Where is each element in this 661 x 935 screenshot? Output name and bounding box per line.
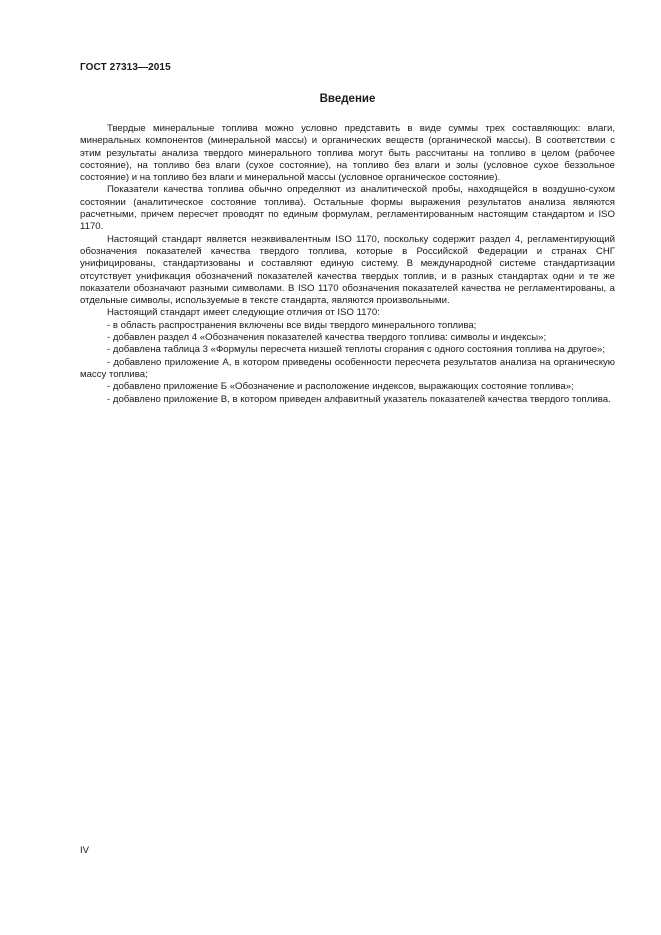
paragraph-1: Твердые минеральные топлива можно условно представить в виде суммы трех составляющих: влаги, минеральных компонентов (минеральной массы) и органических веществ (органической массы). В соответствии с этим результаты анализа твердого минерального топлива могут быть рассчитаны на топливо в целом (рабочее состояние), на топливо без влаги (сухое состояние), на топливо без влаги и золы (условное сухое беззольное состояние) и на топливо без влаги и минеральной массы (условное органическое состояние). bbox=[80, 123, 615, 184]
list-item-4: - добавлено приложение А, в котором приведены особенности пересчета результатов анализа на органическую массу топлива; bbox=[80, 356, 615, 380]
paragraph-2: Показатели качества топлива обычно определяют из аналитической пробы, находящейся в воздушно-сухом состоянии (аналитическое состояние топлива). Остальные формы выражения результатов анализа являются расчетными, причем пересчет проводят по единым формулам, регламентированным настоящим стандартом и ISO 1170. bbox=[80, 184, 615, 233]
list-item-6: - добавлено приложение В, в котором приведен алфавитный указатель показателей качества твердого топлива. bbox=[107, 393, 611, 405]
list-item-5: - добавлено приложение Б «Обозначение и расположение индексов, выражающих состояние топлива»; bbox=[107, 381, 574, 393]
paragraph-4: Настоящий стандарт имеет следующие отличия от ISO 1170: bbox=[107, 307, 380, 319]
page-number: IV bbox=[80, 845, 90, 856]
paragraph-3: Настоящий стандарт является неэквивалентным ISO 1170, поскольку содержит раздел 4, регламентирующий обозначения показателей качества твердого топлива, которые в Российской Федерации и странах СНГ унифицированы, стандартизованы и составляют единую систему. В международной системе стандартизации отсутствует унификация обозначений показателей качества твердых топлив, и в разных стандартах одни и те же показатели обозначают разными символами. В ISO 1170 обозначения показателей качества не регламентированы, а отдельные символы, используемые в тексте стандарта, являются произвольными. bbox=[80, 233, 615, 307]
list-item-3: - добавлена таблица 3 «Формулы пересчета низшей теплоты сгорания с одного состояния топлива на другое»; bbox=[107, 344, 606, 356]
list-item-2: - добавлен раздел 4 «Обозначения показателей качества твердого топлива: символы и индексы»; bbox=[107, 332, 547, 344]
introduction-body bbox=[80, 123, 615, 406]
section-title: Введение bbox=[319, 93, 376, 105]
list-item-1: - в область распространения включены все виды твердого минерального топлива; bbox=[107, 319, 477, 331]
document-header-number: ГОСТ 27313—2015 bbox=[80, 62, 171, 73]
